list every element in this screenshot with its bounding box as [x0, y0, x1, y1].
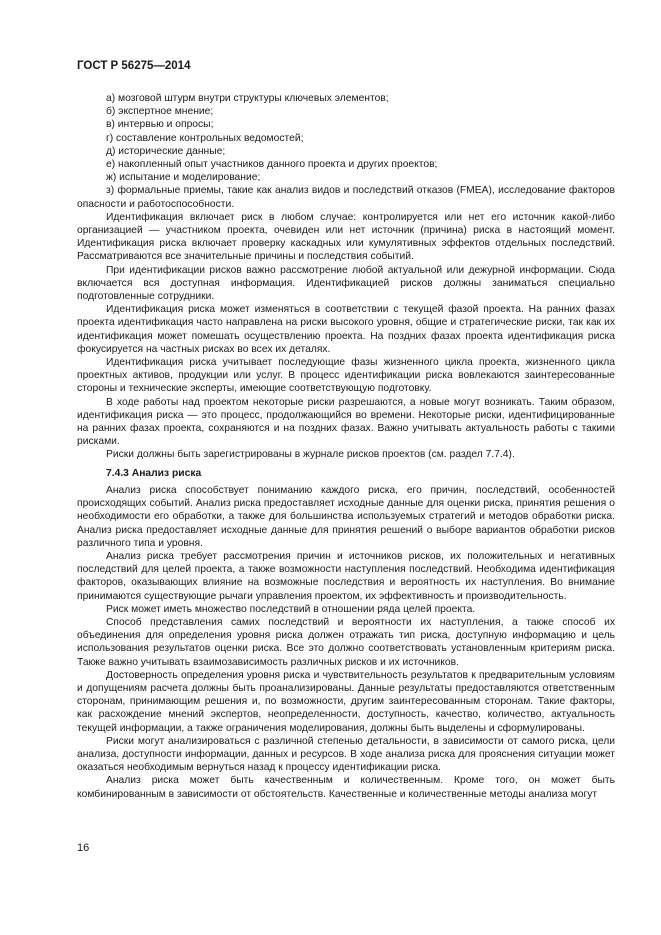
paragraph: Риск может иметь множество последствий в отношении ряда целей проекта.: [106, 603, 476, 615]
paragraph: Идентификация включает риск в любом случае: контролируется или нет его источник какой-либо организацией — участником проекта, очевиден или нет источник (причина) риска в настоящий момент. Идентификация риска включает проверку каскадных или кумулятивных эффектов отдельных последствий. Рассматриваются все значительные причины и последствия событий.: [77, 211, 615, 263]
paragraph: Риски должны быть зарегистрированы в журнале рисков проектов (см. раздел 7.7.4).: [106, 449, 515, 461]
list-item: д) исторические данные;: [106, 145, 226, 157]
document-header: ГОСТ Р 56275—2014: [77, 60, 191, 72]
paragraph: Анализ риска требует рассмотрения причин и источников рисков, их положительных и негативных последствий для целей проекта, а также возможности наступления последствий. Необходима идентификация факторов, оказывающих влияние на возможные последствия и вероятность их наступления. Во внимание принимаются существующие рычаги управления проектом, их эффективность и производительность.: [77, 550, 615, 602]
list-item: з) формальные приемы, такие как анализ видов и последствий отказов (FMEA), исследование факторов опасности и работоспособности.: [77, 185, 615, 210]
list-item: ж) испытание и моделирование;: [106, 172, 261, 184]
list-item: а) мозговой штурм внутри структуры ключевых элементов;: [106, 93, 389, 104]
paragraph: Идентификация риска учитывает последующие фазы жизненного цикла проекта, жизненного цикла проектных активов, продукции или услуг. В процесс идентификации риска вовлекаются заинтересованные стороны и технические эксперты, имеющие соответствующую подготовку.: [77, 357, 615, 395]
paragraph: При идентификации рисков важно рассмотрение любой актуальной или дежурной информации. Сюда включается вся доступная информация. Идентификацией рисков должны заниматься специально подготовленные сотрудники.: [77, 264, 615, 303]
paragraph: Анализ риска способствует пониманию каждого риска, его причин, последствий, особенностей происходящих событий. Анализ риска предоставляет исходные данные для оценки риска, принятия решения о необходимости его обработки, а также для большинства используемых стратегий и методов обработки риска. Анализ риска предоставляет исходные данные для принятия решений о выборе вариантов обработки рисков различного типа и уровня.: [77, 484, 615, 549]
list-item: г) составление контрольных ведомостей;: [106, 132, 304, 144]
list-item: е) накопленный опыт участников данного проекта и других проектов;: [106, 159, 438, 171]
section-heading: 7.4.3 Анализ риска: [106, 467, 202, 479]
paragraph: Способ представления самих последствий и вероятности их наступления, а также способ их объединения для определения уровня риска должен отражать тип риска, доступную информацию и цель использования результатов оценки риска. Все это должно соответствовать установленным критериям риска. Также важно учитывать взаимозависимость различных рисков и их источников.: [77, 616, 615, 668]
list-item: в) интервью и опросы;: [106, 119, 214, 131]
paragraph: Идентификация риска может изменяться в соответствии с текущей фазой проекта. На ранних фазах проекта идентификация часто направлена на риски высокого уровня, общие и стратегические риски, так как их идентификация может помешать осуществлению проекта. На поздних фазах проекта идентификация риска фокусируется на частных рисках во всех их деталях.: [77, 304, 615, 355]
page-body: [77, 92, 615, 801]
paragraph: Риски могут анализироваться с различной степенью детальности, в зависимости от самого риска, цели анализа, доступности информации, данных и ресурсов. В ходе анализа риска для прояснения ситуации может оказаться необходимым вернуться назад к процессу идентификации риска.: [77, 735, 615, 774]
paragraph: В ходе работы над проектом некоторые риски разрешаются, а новые могут возникать. Таким образом, идентификация риска — это процесс, продолжающийся во времени. Некоторые риски, идентифицированные на ранних фазах проекта, сохраняются и на поздних фазах. Важно учитывать актуальность работы с такими рисками.: [77, 396, 615, 448]
list-item: б) экспертное мнение;: [106, 106, 214, 118]
paragraph: Достоверность определения уровня риска и чувствительность результатов к предварительным условиям и допущениям расчета должны быть проанализированы. Данные результаты предоставляются ответственным сторонам, принимающим решения и, по возможности, другим заинтересованным сторонам. Такие факторы, как расхождение мнений экспертов, неопределенности, доступность, качество, количество, актуальность текущей информации, а также ограничения моделирования, должны быть выделены и сформулированы.: [77, 669, 615, 734]
paragraph: Анализ риска может быть качественным и количественным. Кроме того, он может быть комбинированным в зависимости от обстоятельств. Качественные и количественные методы анализа могут: [77, 775, 615, 800]
page-number: 16: [77, 842, 90, 854]
